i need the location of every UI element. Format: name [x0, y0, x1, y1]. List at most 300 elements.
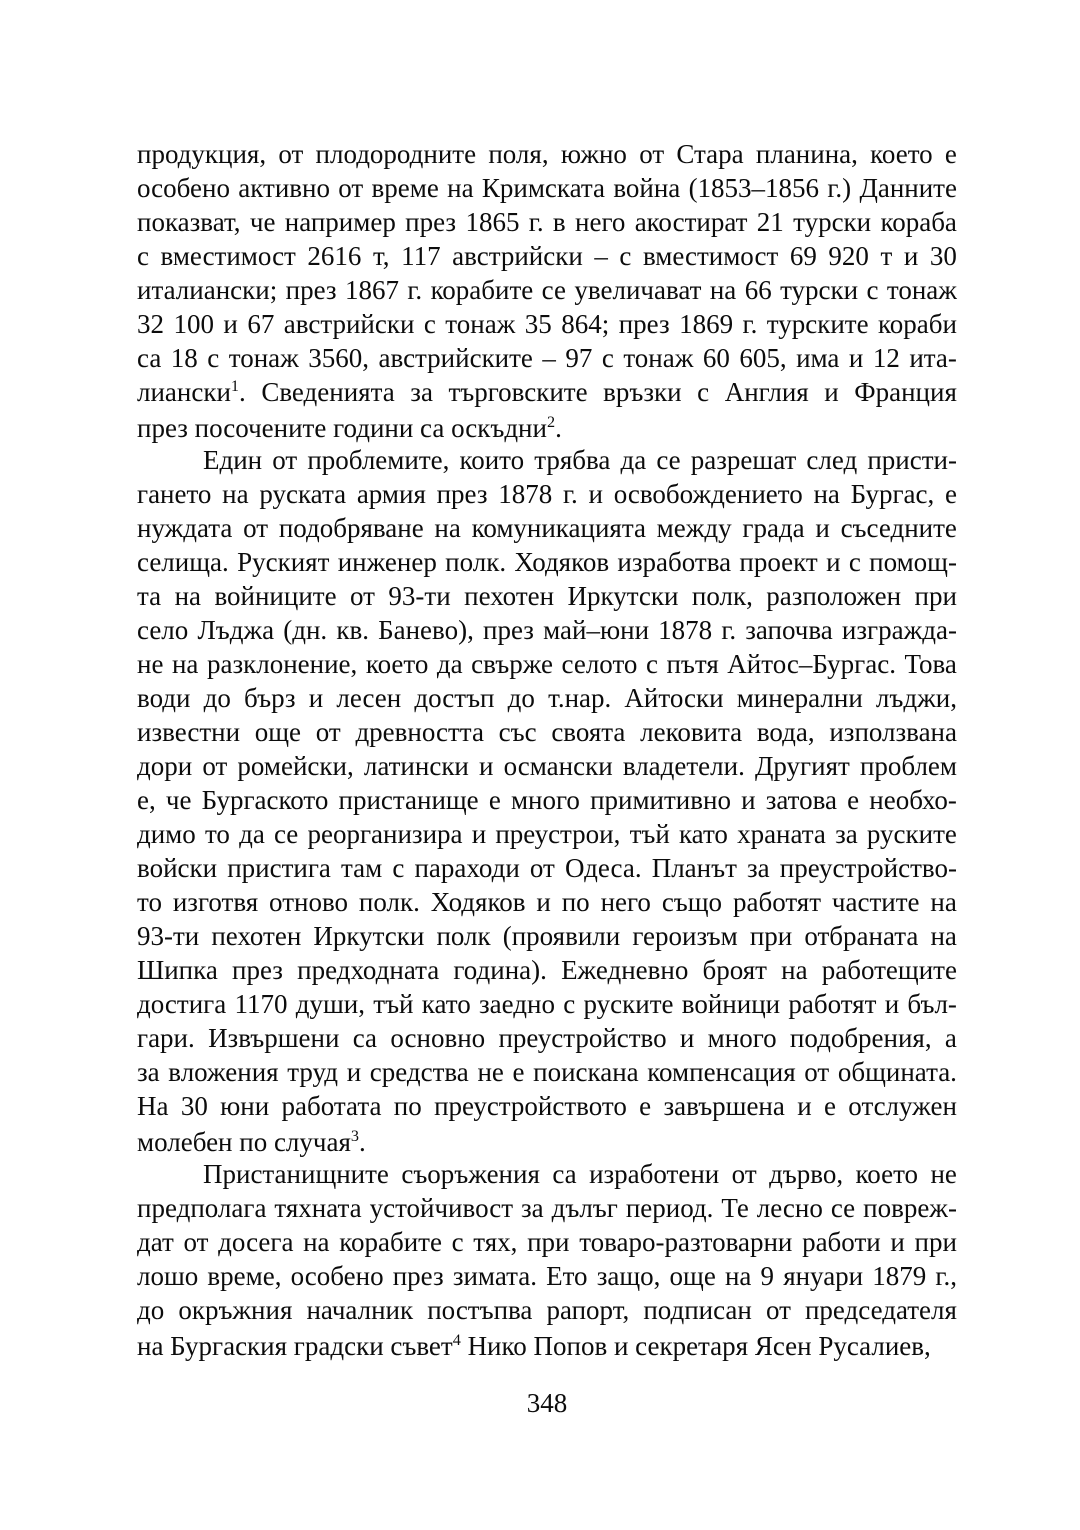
word: са: [552, 1159, 577, 1189]
word: окръжния: [178, 1295, 293, 1325]
footnote-marker: 4: [452, 1331, 461, 1349]
word: полк.: [445, 547, 507, 577]
word: кораби: [878, 309, 957, 339]
word: води: [137, 683, 191, 713]
text-line: [137, 853, 957, 887]
word: с: [645, 649, 658, 679]
word: достъп: [414, 683, 495, 713]
word: е,: [137, 785, 156, 815]
word: подобряване: [278, 513, 424, 543]
word: кораба: [880, 207, 957, 237]
word: с: [866, 275, 879, 305]
word: отбраната: [804, 921, 919, 951]
word: от: [243, 513, 269, 543]
word: 30: [929, 241, 957, 271]
word: тях,: [473, 1227, 518, 1257]
word: подписан: [643, 1295, 752, 1325]
word: от: [338, 173, 364, 203]
word: на: [930, 921, 957, 951]
word: 3560,: [308, 343, 370, 373]
word: със: [498, 717, 537, 747]
word: особено: [137, 173, 230, 203]
word: при: [749, 921, 793, 951]
word: 67: [247, 309, 275, 339]
word: него: [600, 887, 651, 917]
word: повреж-: [863, 1193, 957, 1223]
word: 1867: [344, 275, 399, 305]
word: още: [254, 717, 302, 747]
text-line: [137, 241, 957, 275]
word: Ето: [546, 1261, 588, 1291]
word: инженер: [337, 547, 437, 577]
word: започва: [745, 615, 833, 645]
word: души,: [295, 989, 365, 1019]
word: след: [806, 445, 858, 475]
word: до: [507, 683, 535, 713]
word: 1878: [498, 479, 553, 509]
word: австрийски: [452, 241, 583, 271]
word: които: [459, 445, 525, 475]
text-line: [137, 1159, 957, 1193]
word: и: [815, 513, 830, 543]
text-line: [137, 377, 957, 411]
word: Те: [721, 1193, 749, 1223]
word: армия: [356, 479, 426, 509]
word: Ходяков: [514, 547, 610, 577]
word: и: [903, 241, 919, 271]
word: и: [223, 309, 238, 339]
text-line: [137, 1193, 957, 1227]
word: гането: [137, 479, 212, 509]
word: с: [392, 853, 405, 883]
word: комуникацията: [471, 513, 646, 543]
word: Сведенията: [261, 377, 395, 407]
word: г.: [528, 207, 544, 237]
word: рапорт,: [546, 1295, 630, 1325]
word: вода,: [756, 717, 815, 747]
word: при: [914, 581, 957, 611]
word: там: [341, 853, 383, 883]
word: от: [529, 853, 555, 883]
word: ромейски,: [237, 751, 354, 781]
word: разположен: [766, 581, 902, 611]
word: а: [944, 1023, 957, 1053]
word: Франция: [854, 377, 957, 407]
word: ита-: [909, 343, 957, 373]
text-line: [137, 479, 957, 513]
paragraph: [137, 445, 957, 1159]
word: лесно: [756, 1193, 823, 1223]
word: например: [284, 207, 396, 237]
word: проблем: [859, 751, 957, 781]
word: тъй: [629, 819, 670, 849]
word: с: [619, 241, 632, 271]
word: проект: [739, 547, 818, 577]
word: изгражда-: [841, 615, 957, 645]
word: от: [731, 1159, 757, 1189]
word: през: [285, 275, 337, 305]
word: войници: [681, 989, 781, 1019]
text-line: [137, 1091, 957, 1125]
word: корабите: [430, 275, 534, 305]
word: затова: [765, 785, 837, 815]
word: на: [781, 955, 808, 985]
word: италиански;: [137, 275, 278, 305]
word: от: [765, 1295, 791, 1325]
word: работата: [281, 1091, 382, 1121]
word: на: [724, 1261, 752, 1291]
word: много: [707, 1023, 777, 1053]
word: Ежедневно: [561, 955, 689, 985]
word: Данните: [859, 173, 957, 203]
word: пристанище: [338, 785, 479, 815]
word: 1865: [465, 207, 520, 237]
word: от: [804, 1057, 830, 1087]
word: юни: [220, 1091, 270, 1121]
word: връзки: [603, 377, 682, 407]
word: проблемите,: [307, 445, 450, 475]
text-line: [137, 1227, 957, 1261]
word: председателя: [804, 1295, 957, 1325]
word: димо: [137, 819, 196, 849]
word: досега: [218, 1227, 294, 1257]
word: (дн.: [283, 615, 328, 645]
text-line: [137, 275, 957, 309]
word: е: [512, 1057, 525, 1087]
word: селото: [561, 649, 638, 679]
word: руските: [583, 989, 674, 1019]
word: се: [656, 445, 681, 475]
word: година).: [453, 955, 547, 985]
word: корабите: [339, 1227, 442, 1257]
word: средства: [369, 1057, 469, 1087]
word: пристига: [227, 853, 331, 883]
word: Кримската: [481, 173, 606, 203]
word: по: [393, 1091, 422, 1121]
word: то: [137, 887, 162, 917]
text-line: през посочените години са оскъдни$^2$.: [137, 413, 562, 443]
word: Лъджа: [197, 615, 275, 645]
word: че: [249, 207, 276, 237]
text-line: [137, 955, 957, 989]
word: г.: [742, 309, 758, 339]
word: на: [434, 513, 461, 543]
word: града: [742, 513, 805, 543]
word: турските: [766, 309, 869, 339]
word: дат: [137, 1227, 174, 1257]
text-line: [137, 513, 957, 547]
word: планина,: [755, 139, 858, 169]
word: Шипка: [137, 955, 218, 985]
word: войски: [137, 853, 218, 883]
word: от: [272, 445, 298, 475]
word: 2616: [307, 241, 362, 271]
word: за: [410, 377, 433, 407]
word: Ходяков: [430, 887, 526, 917]
word: през: [232, 955, 283, 985]
word: 32: [137, 309, 164, 339]
word: на: [447, 173, 474, 203]
word: нуждата: [137, 513, 233, 543]
word: австрийските: [378, 343, 533, 373]
footnote-marker: 2: [546, 413, 556, 431]
text-line: [137, 921, 957, 955]
word: т.нар.: [548, 683, 612, 713]
word: известни: [137, 717, 241, 747]
word: основно: [390, 1023, 486, 1053]
word: примитивно: [590, 785, 731, 815]
word: преустройство: [498, 1023, 667, 1053]
word: дърво,: [769, 1159, 844, 1189]
word: да: [436, 649, 463, 679]
word: австрийски: [283, 309, 415, 339]
word: –: [594, 241, 608, 271]
word: особено: [290, 1261, 384, 1291]
word: не: [930, 1159, 957, 1189]
word: и: [679, 1023, 695, 1053]
word: 66: [744, 275, 772, 305]
word: Планът: [651, 853, 737, 883]
word: и: [308, 683, 324, 713]
word: с: [563, 989, 576, 1019]
text-line: [137, 207, 957, 241]
word: владетели.: [622, 751, 745, 781]
word: тонаж: [228, 343, 299, 373]
word: период.: [625, 1193, 714, 1223]
word: г.,: [935, 1261, 957, 1291]
word: предходната: [297, 955, 440, 985]
word: пътя: [666, 649, 719, 679]
word: са: [137, 343, 162, 373]
word: 1878: [658, 615, 713, 645]
word: товаро-разтоварни: [579, 1227, 793, 1257]
word: г.): [827, 173, 852, 203]
text-line: [137, 989, 957, 1023]
word: е: [823, 1091, 836, 1121]
word: още: [669, 1261, 716, 1291]
word: османски: [503, 751, 613, 781]
word: се: [273, 819, 299, 849]
word: много: [510, 785, 580, 815]
text-line: молебен по случая$^3$.: [137, 1127, 366, 1157]
word: вложения: [168, 1057, 279, 1087]
word: Бургаското: [201, 785, 329, 815]
word: с: [451, 1227, 464, 1257]
word: южно: [560, 139, 627, 169]
word: 97: [565, 343, 593, 373]
word: от: [315, 717, 341, 747]
word: 1170: [234, 989, 288, 1019]
text-line: [137, 1261, 957, 1295]
text-line: [137, 139, 957, 173]
word: освобождението: [613, 479, 803, 509]
word: параходи: [414, 853, 520, 883]
word: (1853–1856: [688, 173, 820, 203]
word: 18: [170, 343, 198, 373]
text-line: [137, 649, 957, 683]
text-line: [137, 887, 957, 921]
word: с: [423, 309, 436, 339]
word: с: [137, 241, 149, 271]
word: с: [697, 377, 710, 407]
word: тонаж: [445, 309, 516, 339]
word: необхо-: [869, 785, 957, 815]
word: 69: [789, 241, 817, 271]
word: при: [527, 1227, 570, 1257]
word: гари.: [137, 1023, 195, 1053]
text-line: [137, 819, 957, 853]
word: и: [741, 785, 756, 815]
word: изработени: [589, 1159, 720, 1189]
word: 12: [872, 343, 900, 373]
word: показват,: [137, 207, 241, 237]
word: до: [137, 1295, 165, 1325]
word: храната: [737, 819, 826, 849]
word: през: [483, 615, 534, 645]
text-line: [137, 445, 957, 479]
word: 100: [173, 309, 214, 339]
word: руската: [259, 479, 347, 509]
word: Иркутски: [567, 581, 679, 611]
word: г.: [721, 615, 737, 645]
word: достига: [137, 989, 227, 1019]
word: лошо: [137, 1261, 199, 1291]
word: войниците: [214, 581, 337, 611]
word: вместимост: [642, 241, 779, 271]
text-line: [137, 173, 957, 207]
word: Банево),: [378, 615, 474, 645]
word: на: [813, 479, 840, 509]
word: преустройството: [434, 1091, 627, 1121]
word: кв.: [336, 615, 369, 645]
word: с: [601, 343, 614, 373]
word: са: [352, 1023, 378, 1053]
paragraph: [137, 139, 957, 445]
word: и: [797, 1091, 812, 1121]
word: латински: [363, 751, 469, 781]
word: от: [639, 139, 665, 169]
text-line: [137, 1295, 957, 1329]
word: съоръжения: [401, 1159, 540, 1189]
word: и: [824, 377, 839, 407]
word: 21: [756, 207, 784, 237]
word: се: [830, 1193, 856, 1223]
word: с: [848, 547, 861, 577]
word: да: [620, 445, 647, 475]
word: по: [561, 887, 590, 917]
word: работят: [788, 989, 877, 1019]
page-number: 348: [526, 1388, 568, 1418]
word: и: [826, 547, 841, 577]
word: 30: [180, 1091, 208, 1121]
text-line: [137, 581, 957, 615]
footnote-marker: 3: [350, 1127, 359, 1145]
word: село: [137, 615, 189, 645]
word: че: [165, 785, 192, 815]
word: е: [639, 1091, 652, 1121]
word: поля,: [488, 139, 549, 169]
text-line: [137, 1023, 957, 1057]
word: и: [471, 819, 487, 849]
word: завършена: [663, 1091, 785, 1121]
word: защо,: [596, 1261, 661, 1291]
word: г.: [563, 479, 578, 509]
word: компенсация: [647, 1057, 796, 1087]
word: 920: [828, 241, 869, 271]
word: и: [890, 1227, 905, 1257]
word: зимата.: [452, 1261, 537, 1291]
word: Другият: [754, 751, 850, 781]
word: древността: [355, 717, 484, 747]
word: броят: [702, 955, 767, 985]
word: и: [848, 343, 864, 373]
word: своята: [551, 717, 626, 747]
word: плодородните: [315, 139, 477, 169]
word: полк,: [691, 581, 753, 611]
word: Иркутски: [313, 921, 425, 951]
text-line: [137, 547, 957, 581]
word: между: [656, 513, 732, 543]
word: труд: [287, 1057, 339, 1087]
word: помощ-: [869, 547, 957, 577]
text-line: [137, 343, 957, 377]
word: и: [536, 887, 551, 917]
word: увеличават: [574, 275, 702, 305]
word: търговските: [448, 377, 588, 407]
word: работят: [732, 887, 821, 917]
word: е: [944, 139, 957, 169]
word: като: [678, 819, 728, 849]
word: за: [747, 853, 770, 883]
word: като: [421, 989, 471, 1019]
word: него: [575, 207, 626, 237]
word: изработва: [617, 547, 732, 577]
word: отслужен: [848, 1091, 957, 1121]
text-line: [137, 683, 957, 717]
word: от: [278, 139, 304, 169]
word: не: [137, 649, 164, 679]
word: Един: [203, 445, 263, 475]
word: за: [521, 1193, 544, 1223]
word: на: [222, 479, 249, 509]
word: присти-: [867, 445, 957, 475]
word: януари: [783, 1261, 864, 1291]
word: преустройство-: [779, 853, 957, 883]
word: 35: [524, 309, 552, 339]
word: лъджи,: [875, 683, 957, 713]
word: бъл-: [907, 989, 957, 1019]
word: има: [796, 343, 840, 373]
word: за: [137, 1057, 160, 1087]
word: за: [835, 819, 858, 849]
word: е: [944, 479, 957, 509]
word: Това: [904, 649, 957, 679]
word: работещите: [821, 955, 957, 985]
word: тонаж: [886, 275, 957, 305]
word: използвана: [829, 717, 957, 747]
word: поискана: [533, 1057, 639, 1087]
word: което: [855, 1159, 919, 1189]
word: 93-ти: [137, 921, 200, 951]
word: Руският: [237, 547, 330, 577]
word: то: [204, 819, 230, 849]
word: реорганизира: [307, 819, 463, 849]
word: през: [405, 207, 457, 237]
word: тяхната: [274, 1193, 362, 1223]
word: до: [203, 683, 231, 713]
word: през: [392, 1261, 444, 1291]
word: началник: [306, 1295, 414, 1325]
